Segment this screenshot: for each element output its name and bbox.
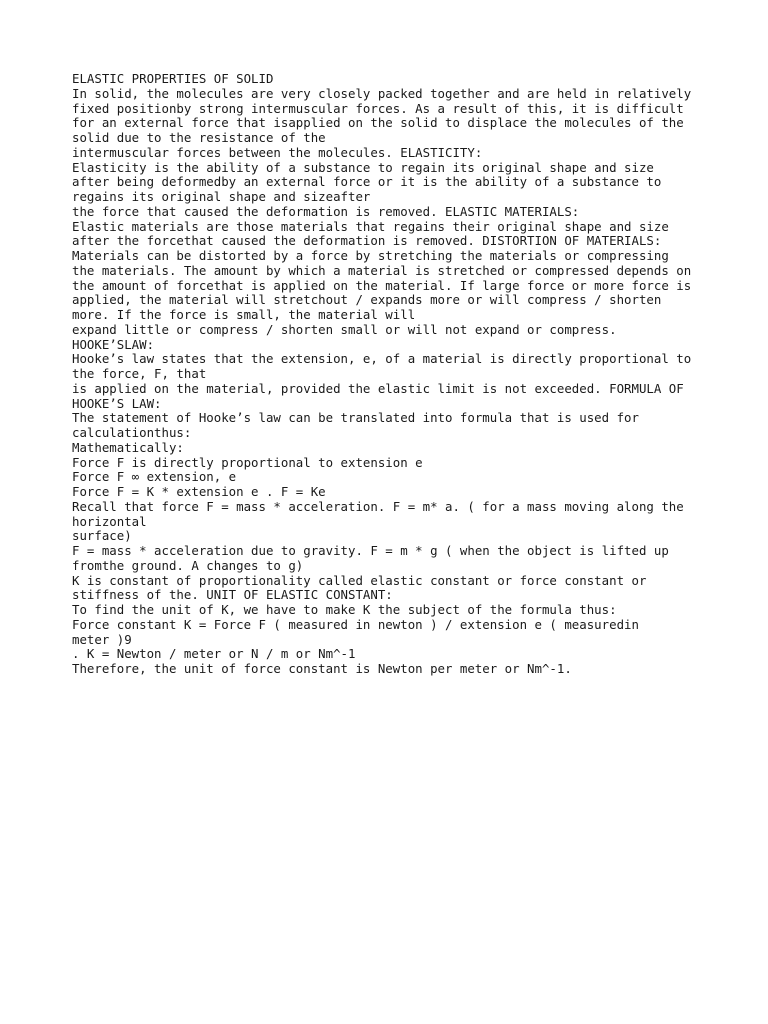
text-line: fromthe ground. A changes to g) xyxy=(72,557,304,573)
text-line: is applied on the material, provided the elastic limit is not exceeded. FORMULA OF xyxy=(72,380,684,396)
formula-line: Force F ∞ extension, e xyxy=(72,469,237,485)
text-line: calculationthus: xyxy=(72,425,192,440)
text-line: K is constant of proportionality called elastic constant or force constant or xyxy=(72,572,647,588)
text-line: Elastic materials are those materials that regains their original shape and size xyxy=(72,218,669,234)
text-line: In solid, the molecules are very closely packed together and are held in relatively xyxy=(72,85,692,101)
text-line: To find the unit of K, we have to make K the subject of the formula thus: xyxy=(72,602,617,617)
text-line: applied, the material will stretchout / expands more or will compress / shorten xyxy=(72,292,662,308)
text-line: after being deformedby an external force or it is the ability of a substance to xyxy=(72,174,662,190)
text-line: the force, F, that xyxy=(72,366,207,381)
text-line: after the forcethat caused the deformation is removed. DISTORTION OF MATERIALS: xyxy=(72,233,662,249)
formula-line: F = mass * acceleration due to gravity. F = m * g ( when the object is lifted up xyxy=(72,543,669,558)
text-line: the materials. The amount by which a material is stretched or compressed depends on xyxy=(72,262,692,278)
text-line: for an external force that isapplied on the solid to displace the molecules of the xyxy=(72,115,684,131)
formula-line: Force F = K * extension e . F = Ke xyxy=(72,484,326,499)
text-line: horizontal xyxy=(72,513,147,529)
document-body xyxy=(72,72,702,677)
heading-elastic-properties: ELASTIC PROPERTIES OF SOLID xyxy=(72,71,274,86)
text-line: the force that caused the deformation is removed. ELASTIC MATERIALS: xyxy=(72,203,580,219)
text-line: the amount of forcethat is applied on the material. If large force or more force is xyxy=(72,277,692,293)
text-line: regains its original shape and sizeafter xyxy=(72,189,371,204)
text-line: Therefore, the unit of force constant is Newton per meter or Nm^-1. xyxy=(72,661,572,676)
text-line: solid due to the resistance of the xyxy=(72,130,326,145)
text-line: expand little or compress / shorten small or will not expand or compress. xyxy=(72,321,617,337)
text-line: surface) xyxy=(72,528,132,544)
formula-line: Force constant K = Force F ( measured in newton ) / extension e ( measuredin xyxy=(72,616,639,632)
text-line: The statement of Hooke’s law can be translated into formula that is used for xyxy=(72,410,639,426)
text-line: meter )9 xyxy=(72,631,132,647)
text-line: Mathematically: xyxy=(72,439,184,455)
text-line: fixed positionby strong intermuscular forces. As a result of this, it is difficult xyxy=(72,100,684,116)
formula-line: . K = Newton / meter or N / m or Nm^-1 xyxy=(72,646,356,662)
text-line: HOOKE’S LAW: xyxy=(72,395,162,411)
text-line: Materials can be distorted by a force by stretching the materials or compressing xyxy=(72,248,669,263)
formula-line: Recall that force F = mass * acceleration. F = m* a. ( for a mass moving along the xyxy=(72,498,684,514)
text-line: stiffness of the. UNIT OF ELASTIC CONSTANT: xyxy=(72,587,393,603)
text-line: intermuscular forces between the molecules. ELASTICITY: xyxy=(72,144,483,160)
text-line: Hooke’s law states that the extension, e, of a material is directly proportional to xyxy=(72,351,692,367)
text-line: more. If the force is small, the material will xyxy=(72,307,416,322)
text-line: Elasticity is the ability of a substance to regain its original shape and size xyxy=(72,159,654,175)
formula-line: Force F is directly proportional to extension e xyxy=(72,454,423,470)
heading-hookes-law: HOOKE’SLAW: xyxy=(72,336,155,352)
